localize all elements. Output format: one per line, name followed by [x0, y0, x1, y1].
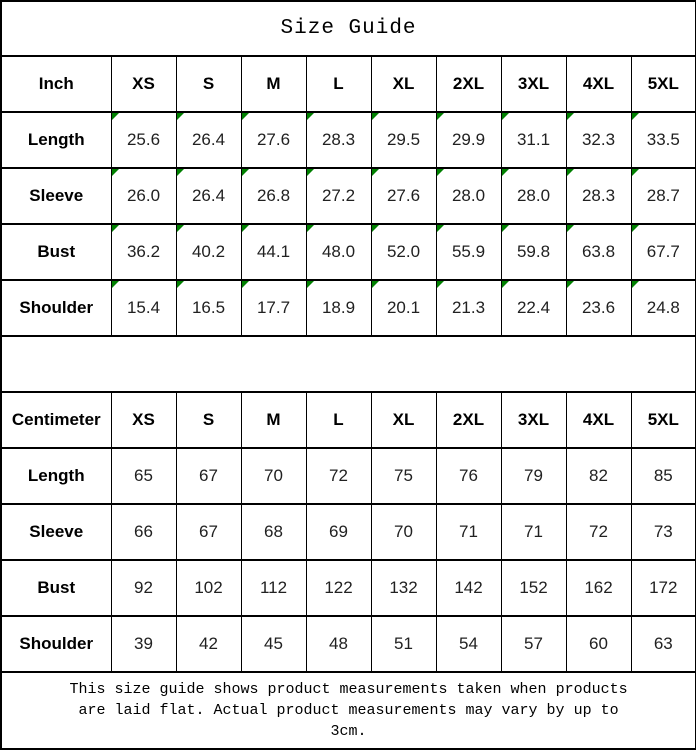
measurement-value: 20.1 — [386, 298, 421, 317]
measurement-value: 102 — [194, 578, 223, 597]
measurement-value-cell — [371, 448, 436, 504]
measurement-value: 162 — [584, 578, 613, 597]
measurement-value: 17.7 — [256, 298, 291, 317]
measurement-value-cell — [111, 560, 176, 616]
size-column-header: 5XL — [631, 56, 696, 112]
measurement-label: Shoulder — [1, 280, 111, 336]
cell-flag-triangle-icon — [502, 169, 509, 176]
measurement-value-cell — [371, 168, 436, 224]
measurement-value: 28.3 — [581, 186, 616, 205]
measurement-value: 48.0 — [321, 242, 356, 261]
cell-flag-triangle-icon — [177, 169, 184, 176]
unit-label: Centimeter — [1, 392, 111, 448]
measurement-value-cell — [176, 448, 241, 504]
measurement-value-cell — [241, 112, 306, 168]
measurement-value-cell — [436, 168, 501, 224]
cell-flag-triangle-icon — [112, 225, 119, 232]
measurement-value: 45 — [264, 634, 283, 653]
size-column-header: 2XL — [436, 56, 501, 112]
measurement-value: 31.1 — [516, 130, 551, 149]
size-header-row — [1, 392, 696, 448]
measurement-value: 51 — [394, 634, 413, 653]
measurement-value-cell — [566, 224, 631, 280]
measurement-value: 23.6 — [581, 298, 616, 317]
size-column-header: M — [241, 392, 306, 448]
measurement-label: Bust — [1, 560, 111, 616]
measurement-row — [1, 168, 696, 224]
measurement-value: 15.4 — [126, 298, 161, 317]
measurement-value-cell — [176, 560, 241, 616]
measurement-value-cell — [436, 224, 501, 280]
measurement-value-cell — [436, 448, 501, 504]
cell-flag-triangle-icon — [112, 169, 119, 176]
measurement-row — [1, 560, 696, 616]
measurement-value-cell — [371, 280, 436, 336]
cell-flag-triangle-icon — [437, 281, 444, 288]
size-column-header: S — [176, 392, 241, 448]
cell-flag-triangle-icon — [307, 225, 314, 232]
measurement-value: 72 — [589, 522, 608, 541]
size-column-header: XL — [371, 56, 436, 112]
measurement-value-cell — [306, 448, 371, 504]
table-spacer — [1, 336, 696, 392]
measurement-value-cell — [306, 616, 371, 672]
measurement-value: 36.2 — [126, 242, 161, 261]
measurement-value-cell — [566, 168, 631, 224]
measurement-row — [1, 224, 696, 280]
measurement-value-cell — [306, 168, 371, 224]
measurement-value-cell — [631, 168, 696, 224]
measurement-value-cell — [631, 504, 696, 560]
measurement-value: 28.0 — [451, 186, 486, 205]
cell-flag-triangle-icon — [372, 113, 379, 120]
measurement-value-cell — [241, 168, 306, 224]
cell-flag-triangle-icon — [567, 225, 574, 232]
measurement-value: 79 — [524, 466, 543, 485]
footer-note: This size guide shows product measurements taken when products are laid flat. Actual product measurements may vary by up to 3cm. — [1, 672, 696, 749]
measurement-value-cell — [501, 448, 566, 504]
cell-flag-triangle-icon — [567, 169, 574, 176]
measurement-label: Length — [1, 448, 111, 504]
measurement-value: 122 — [324, 578, 353, 597]
cell-flag-triangle-icon — [502, 225, 509, 232]
size-column-header: 4XL — [566, 56, 631, 112]
measurement-value-cell — [241, 560, 306, 616]
measurement-value: 70 — [394, 522, 413, 541]
measurement-label: Shoulder — [1, 616, 111, 672]
measurement-value-cell — [566, 616, 631, 672]
measurement-value-cell — [306, 504, 371, 560]
measurement-value: 152 — [519, 578, 548, 597]
measurement-value-cell — [436, 112, 501, 168]
cell-flag-triangle-icon — [567, 281, 574, 288]
cell-flag-triangle-icon — [372, 225, 379, 232]
measurement-value: 44.1 — [256, 242, 291, 261]
measurement-value-cell — [501, 112, 566, 168]
measurement-value-cell — [371, 504, 436, 560]
measurement-value-cell — [176, 168, 241, 224]
measurement-value-cell — [566, 504, 631, 560]
spacer-row — [1, 336, 696, 392]
measurement-value-cell — [501, 560, 566, 616]
size-column-header: XS — [111, 56, 176, 112]
measurement-value-cell — [111, 448, 176, 504]
measurement-value: 27.6 — [386, 186, 421, 205]
cell-flag-triangle-icon — [632, 225, 639, 232]
cell-flag-triangle-icon — [307, 169, 314, 176]
measurement-value: 28.3 — [321, 130, 356, 149]
measurement-value-cell — [111, 224, 176, 280]
size-column-header: 5XL — [631, 392, 696, 448]
cell-flag-triangle-icon — [437, 169, 444, 176]
size-column-header: 3XL — [501, 392, 566, 448]
measurement-value: 67.7 — [646, 242, 680, 261]
measurement-value: 92 — [134, 578, 153, 597]
size-column-header: 3XL — [501, 56, 566, 112]
measurement-label: Sleeve — [1, 168, 111, 224]
measurement-value-cell — [111, 112, 176, 168]
measurement-value: 29.9 — [451, 130, 486, 149]
measurement-value-cell — [241, 224, 306, 280]
measurement-value-cell — [306, 224, 371, 280]
measurement-value: 28.7 — [646, 186, 680, 205]
size-header-row — [1, 56, 696, 112]
size-column-header: 4XL — [566, 392, 631, 448]
measurement-value-cell — [631, 560, 696, 616]
measurement-value: 66 — [134, 522, 153, 541]
measurement-value-cell — [371, 112, 436, 168]
measurement-value-cell — [176, 504, 241, 560]
cell-flag-triangle-icon — [177, 225, 184, 232]
cell-flag-triangle-icon — [632, 169, 639, 176]
measurement-value: 55.9 — [451, 242, 486, 261]
measurement-value-cell — [371, 224, 436, 280]
measurement-row — [1, 280, 696, 336]
measurement-value-cell — [241, 280, 306, 336]
measurement-value-cell — [176, 616, 241, 672]
measurement-label: Length — [1, 112, 111, 168]
unit-label: Inch — [1, 56, 111, 112]
cell-flag-triangle-icon — [242, 169, 249, 176]
measurement-value: 70 — [264, 466, 283, 485]
measurement-row — [1, 504, 696, 560]
measurement-value: 33.5 — [646, 130, 680, 149]
cell-flag-triangle-icon — [437, 113, 444, 120]
measurement-value: 63 — [653, 634, 673, 653]
measurement-value: 42 — [199, 634, 218, 653]
measurement-value-cell — [501, 616, 566, 672]
measurement-value-cell — [371, 616, 436, 672]
measurement-value: 82 — [589, 466, 608, 485]
cell-flag-triangle-icon — [567, 113, 574, 120]
measurement-value: 22.4 — [516, 298, 551, 317]
size-column-header: L — [306, 56, 371, 112]
measurement-value: 63.8 — [581, 242, 616, 261]
measurement-value: 25.6 — [126, 130, 161, 149]
cell-flag-triangle-icon — [437, 225, 444, 232]
cell-flag-triangle-icon — [177, 281, 184, 288]
measurement-value: 26.0 — [126, 186, 161, 205]
measurement-value-cell — [436, 504, 501, 560]
measurement-value-cell — [436, 280, 501, 336]
measurement-value-cell — [631, 112, 696, 168]
measurement-value: 27.6 — [256, 130, 291, 149]
measurement-value-cell — [111, 168, 176, 224]
measurement-value-cell — [176, 224, 241, 280]
measurement-value: 54 — [459, 634, 478, 653]
measurement-value-cell — [176, 112, 241, 168]
measurement-value: 72 — [329, 466, 348, 485]
measurement-value-cell — [631, 616, 696, 672]
cell-flag-triangle-icon — [502, 113, 509, 120]
size-column-header: M — [241, 56, 306, 112]
measurement-value: 52.0 — [386, 242, 421, 261]
measurement-value: 142 — [454, 578, 483, 597]
measurement-value: 75 — [394, 466, 413, 485]
cell-flag-triangle-icon — [372, 281, 379, 288]
size-column-header: 2XL — [436, 392, 501, 448]
measurement-value: 65 — [134, 466, 153, 485]
measurement-value-cell — [566, 560, 631, 616]
measurement-value-cell — [631, 448, 696, 504]
cell-flag-triangle-icon — [242, 225, 249, 232]
measurement-label: Sleeve — [1, 504, 111, 560]
measurement-value: 112 — [259, 578, 288, 597]
measurement-value: 57 — [524, 634, 543, 653]
centimeter-table-body — [1, 392, 696, 672]
measurement-value: 76 — [459, 466, 478, 485]
measurement-value: 59.8 — [516, 242, 551, 261]
measurement-row — [1, 448, 696, 504]
measurement-value-cell — [371, 560, 436, 616]
measurement-value-cell — [306, 112, 371, 168]
cell-flag-triangle-icon — [112, 281, 119, 288]
title-row — [1, 1, 696, 56]
cell-flag-triangle-icon — [177, 113, 184, 120]
measurement-value-cell — [436, 616, 501, 672]
measurement-value-cell — [631, 280, 696, 336]
measurement-value: 40.2 — [191, 242, 226, 261]
size-column-header: L — [306, 392, 371, 448]
measurement-value: 71 — [459, 522, 478, 541]
cell-flag-triangle-icon — [372, 169, 379, 176]
measurement-value: 85 — [653, 466, 673, 485]
measurement-value-cell — [501, 168, 566, 224]
cell-flag-triangle-icon — [242, 281, 249, 288]
measurement-value-cell — [306, 560, 371, 616]
measurement-value-cell — [111, 616, 176, 672]
measurement-value: 73 — [653, 522, 673, 541]
measurement-value: 60 — [589, 634, 608, 653]
measurement-value: 172 — [649, 578, 678, 597]
measurement-value: 68 — [264, 522, 283, 541]
measurement-value: 16.5 — [191, 298, 226, 317]
measurement-value: 39 — [134, 634, 153, 653]
cell-flag-triangle-icon — [112, 113, 119, 120]
inch-table-body — [1, 56, 696, 336]
measurement-value-cell — [566, 112, 631, 168]
measurement-value-cell — [631, 224, 696, 280]
measurement-value: 27.2 — [321, 186, 356, 205]
measurement-value: 26.8 — [256, 186, 291, 205]
measurement-value-cell — [241, 504, 306, 560]
measurement-value-cell — [566, 280, 631, 336]
measurement-value: 26.4 — [191, 186, 226, 205]
measurement-value-cell — [501, 504, 566, 560]
footer-row — [1, 672, 696, 749]
measurement-value-cell — [111, 280, 176, 336]
measurement-value: 26.4 — [191, 130, 226, 149]
measurement-value: 67 — [199, 522, 218, 541]
cell-flag-triangle-icon — [632, 281, 639, 288]
cell-flag-triangle-icon — [632, 113, 639, 120]
cell-flag-triangle-icon — [307, 113, 314, 120]
measurement-value: 28.0 — [516, 186, 551, 205]
cell-flag-triangle-icon — [502, 281, 509, 288]
measurement-value: 18.9 — [321, 298, 356, 317]
size-column-header: S — [176, 56, 241, 112]
measurement-value: 24.8 — [646, 298, 680, 317]
measurement-value-cell — [241, 616, 306, 672]
cell-flag-triangle-icon — [242, 113, 249, 120]
cell-flag-triangle-icon — [307, 281, 314, 288]
page-title: Size Guide — [1, 1, 696, 56]
measurement-value: 71 — [524, 522, 543, 541]
measurement-value-cell — [111, 504, 176, 560]
measurement-value-cell — [306, 280, 371, 336]
size-column-header: XL — [371, 392, 436, 448]
measurement-value: 48 — [329, 634, 348, 653]
measurement-value-cell — [241, 448, 306, 504]
measurement-value-cell — [501, 224, 566, 280]
measurement-value: 132 — [389, 578, 418, 597]
measurement-value: 21.3 — [451, 298, 486, 317]
measurement-value-cell — [436, 560, 501, 616]
measurement-value-cell — [566, 448, 631, 504]
measurement-value-cell — [501, 280, 566, 336]
measurement-value: 69 — [329, 522, 348, 541]
measurement-value-cell — [176, 280, 241, 336]
size-column-header: XS — [111, 392, 176, 448]
measurement-row — [1, 112, 696, 168]
measurement-value: 67 — [199, 466, 218, 485]
measurement-row — [1, 616, 696, 672]
measurement-value: 29.5 — [386, 130, 421, 149]
measurement-label: Bust — [1, 224, 111, 280]
measurement-value: 32.3 — [581, 130, 616, 149]
